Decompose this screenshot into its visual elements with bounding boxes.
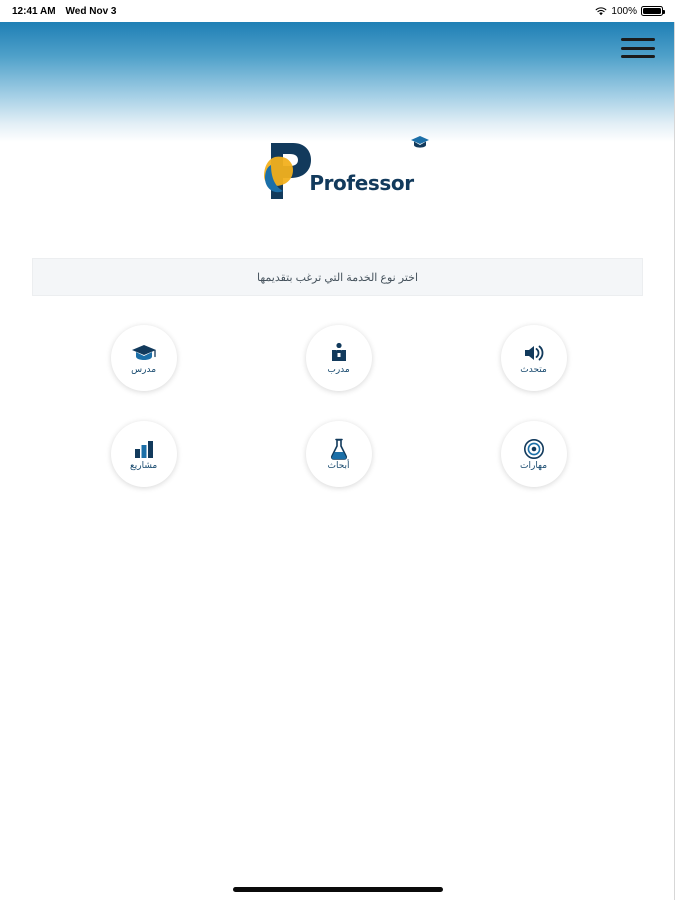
status-bar-right xyxy=(595,6,663,17)
service-label: متحدث xyxy=(520,364,547,375)
wifi-icon xyxy=(595,7,607,16)
service-label: مدرس xyxy=(131,364,157,375)
service-cell xyxy=(46,310,241,406)
service-button-research[interactable] xyxy=(306,421,372,487)
instruction-text: اختر نوع الخدمة التي ترغب بتقديمها xyxy=(256,271,419,284)
service-cell xyxy=(436,406,631,502)
ios-status-bar xyxy=(0,0,675,22)
service-grid xyxy=(46,310,631,502)
target-skills-icon xyxy=(523,438,545,460)
status-bar-date: Wed Nov 3 xyxy=(65,5,117,17)
home-indicator[interactable] xyxy=(233,887,443,892)
hamburger-menu-icon[interactable] xyxy=(621,34,655,62)
service-button-speaker[interactable] xyxy=(501,325,567,391)
brand-logo-text: Professor xyxy=(309,171,414,195)
battery-icon xyxy=(641,6,663,16)
service-cell xyxy=(241,406,436,502)
briefcase-trainer-icon xyxy=(328,342,350,364)
service-label: مهارات xyxy=(520,460,548,471)
service-cell xyxy=(46,406,241,502)
flask-research-icon xyxy=(329,438,349,460)
brand-logo xyxy=(0,130,675,210)
app-webview xyxy=(0,22,675,900)
page-header xyxy=(0,22,675,142)
service-button-trainer[interactable] xyxy=(306,325,372,391)
service-button-teacher[interactable] xyxy=(111,325,177,391)
service-button-projects[interactable] xyxy=(111,421,177,487)
graduation-cap-icon xyxy=(410,135,430,154)
instruction-banner xyxy=(32,258,643,296)
bar-chart-projects-icon xyxy=(133,438,155,460)
service-cell xyxy=(241,310,436,406)
status-bar-time: 12:41 AM xyxy=(12,5,56,17)
professor-p-logo-icon xyxy=(261,139,315,201)
status-bar-left xyxy=(12,6,116,17)
battery-percent-label: 100% xyxy=(611,5,637,17)
graduation-cap-icon xyxy=(131,342,157,364)
speaker-loud-icon xyxy=(522,342,546,364)
service-label: أبحاث xyxy=(327,460,350,471)
service-button-skills[interactable] xyxy=(501,421,567,487)
service-label: مدرب xyxy=(327,364,350,375)
service-cell xyxy=(436,310,631,406)
service-label: مشاريع xyxy=(129,460,158,471)
